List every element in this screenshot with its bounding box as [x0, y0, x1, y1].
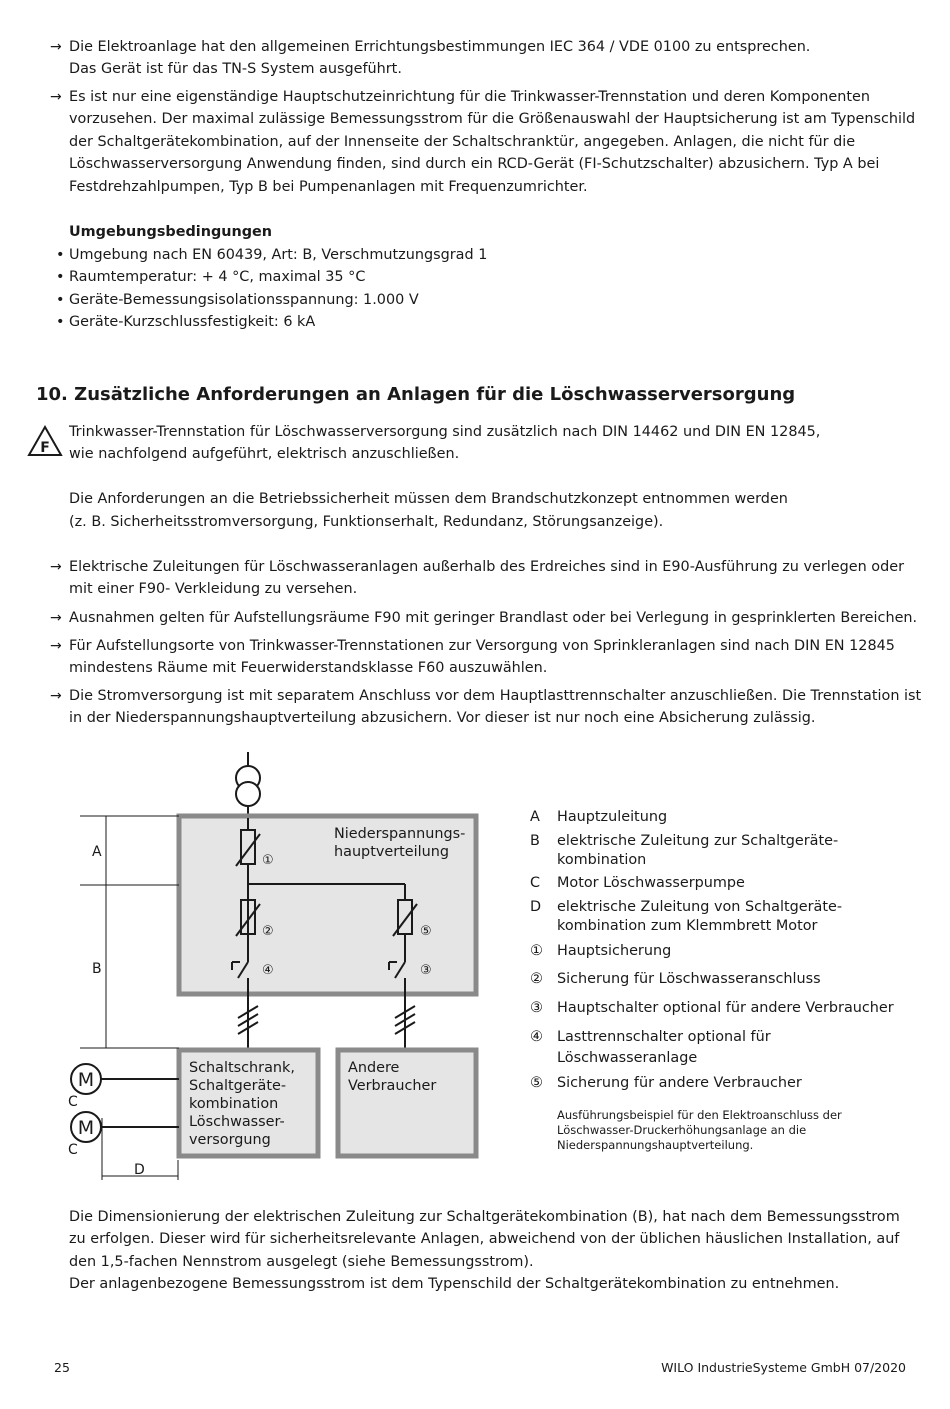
cabinet-label: Schaltschrank,: [189, 1060, 295, 1076]
dim-label-c: C: [68, 1142, 78, 1158]
arrow-icon: →: [50, 39, 62, 55]
text-line: Das Gerät ist für das TN-S System ausgeführt.: [69, 61, 402, 77]
marker-5: ⑤: [420, 924, 432, 939]
text-line: in der Niederspannungshauptverteilung abzusichern. Vor dieser ist nur noch eine Absicherung zulässig.: [69, 710, 816, 726]
legend-text: Sicherung für Löschwasseranschluss: [557, 971, 821, 987]
other-label: Verbraucher: [348, 1078, 437, 1094]
text-line: Elektrische Zuleitungen für Löschwasseranlagen außerhalb des Erdreiches sind in E90-Ausführung zu verlegen oder: [69, 559, 904, 575]
legend-text: Löschwasseranlage: [557, 1050, 698, 1066]
motor-letter: M: [77, 1117, 95, 1139]
text-line: Es ist nur eine eigenständige Hauptschutzeinrichtung für die Trinkwasser-Trennstation und deren Komponenten: [69, 89, 870, 105]
text-line: Die Dimensionierung der elektrischen Zuleitung zur Schaltgerätekombination (B), hat nach dem Bemessungsstrom: [69, 1209, 900, 1225]
text-line: mit einer F90- Verkleidung zu versehen.: [69, 581, 358, 597]
section-number: 10.: [36, 384, 68, 405]
wiring-diagram: [0, 740, 520, 1190]
marker-2: ②: [262, 924, 274, 939]
motor-letter: M: [77, 1069, 95, 1091]
arrow-icon: →: [50, 688, 62, 704]
legend-key: ②: [530, 971, 543, 987]
text-line: (z. B. Sicherheitsstromversorgung, Funktionserhalt, Redundanz, Störungsanzeige).: [69, 514, 664, 530]
text-line: Löschwasserversorgung Anwendung finden, sind durch ein RCD-Gerät (FI-Schutzschalter) abzusichern. Typ A bei: [69, 156, 880, 172]
ambient-item: Geräte-Bemessungsisolationsspannung: 1.000 V: [69, 292, 419, 308]
ambient-item: Raumtemperatur: + 4 °C, maximal 35 °C: [69, 269, 366, 285]
marker-1: ①: [262, 853, 274, 868]
arrow-icon: →: [50, 610, 62, 626]
text-line: Trinkwasser-Trennstation für Löschwasserversorgung sind zusätzlich nach DIN 14462 und DIN EN 12845,: [69, 424, 821, 440]
text-line: Der anlagenbezogene Bemessungsstrom ist dem Typenschild der Schaltgerätekombination zu entnehmen.: [69, 1276, 840, 1292]
diagram-caption: Niederspannungshauptverteilung.: [557, 1138, 754, 1152]
section-heading: [36, 384, 795, 405]
diagram-caption: Löschwasser-Druckerhöhungsanlage an die: [557, 1123, 807, 1137]
text-line: Die Stromversorgung ist mit separatem Anschluss vor dem Hauptlasttrennschalter anzuschließen. Die Trennstation ist: [69, 688, 922, 704]
other-label: Andere: [348, 1060, 400, 1076]
dim-label-b: B: [92, 961, 102, 977]
text-line: wie nachfolgend aufgeführt, elektrisch anzuschließen.: [69, 446, 460, 462]
dim-label-c: C: [68, 1094, 78, 1110]
legend-key: C: [530, 875, 541, 891]
legend-key: ①: [530, 943, 543, 959]
marker-3: ③: [420, 963, 432, 978]
section-title: Zusätzliche Anforderungen an Anlagen für die Löschwasserversorgung: [74, 384, 796, 405]
legend-text: elektrische Zuleitung zur Schaltgeräte-: [557, 833, 839, 849]
legend-text: elektrische Zuleitung von Schaltgeräte-: [557, 899, 843, 915]
text-line: Die Anforderungen an die Betriebssicherheit müssen dem Brandschutzkonzept entnommen werden: [69, 491, 788, 507]
arrow-icon: →: [50, 559, 62, 575]
arrow-icon: →: [50, 89, 62, 105]
legend-text: Lasttrennschalter optional für: [557, 1029, 771, 1045]
cabinet-label: Löschwasser-: [189, 1114, 285, 1130]
legend-key: B: [530, 833, 540, 849]
text-line: Für Aufstellungsorte von Trinkwasser-Trennstationen zur Versorgung von Sprinkleranlagen sind nach DIN EN 12845: [69, 638, 895, 654]
warning-letter: F: [40, 440, 50, 456]
text-line: mindestens Räume mit Feuerwiderstandsklasse F60 auszuwählen.: [69, 660, 548, 676]
legend-key: ③: [530, 1000, 543, 1016]
bullet-icon: •: [56, 314, 65, 330]
text-line: Ausnahmen gelten für Aufstellungsräume F90 mit geringer Brandlast oder bei Verlegung in gesprinklerten Bereichen.: [69, 610, 918, 626]
text-line: vorzusehen. Der maximal zulässige Bemessungsstrom für die Größenauswahl der Hauptsicherung ist am Typenschild: [69, 111, 916, 127]
legend-key: ④: [530, 1029, 543, 1045]
cabinet-label: Schaltgeräte-: [189, 1078, 287, 1094]
bullet-icon: •: [56, 247, 65, 263]
text-line: zu erfolgen. Dieser wird für sicherheitsrelevante Anlagen, abweichend von der üblichen häuslichen Installation, auf: [69, 1231, 900, 1247]
bullet-icon: •: [56, 269, 65, 285]
legend-key: A: [530, 809, 540, 825]
main-box-label: hauptverteilung: [334, 844, 449, 860]
footer-company: WILO IndustrieSysteme GmbH 07/2020: [661, 1360, 906, 1375]
legend-key: D: [530, 899, 542, 915]
main-box-label: Niederspannungs-: [334, 826, 466, 842]
ambient-heading: Umgebungsbedingungen: [69, 224, 273, 240]
marker-4: ④: [262, 963, 274, 978]
page-number: 25: [54, 1360, 70, 1375]
ambient-item: Geräte-Kurzschlussfestigkeit: 6 kA: [69, 314, 316, 330]
legend-text: kombination zum Klemmbrett Motor: [557, 918, 818, 934]
fire-warning-icon: [27, 424, 63, 458]
legend-text: Hauptsicherung: [557, 943, 672, 959]
text-line: Die Elektroanlage hat den allgemeinen Errichtungsbestimmungen IEC 364 / VDE 0100 zu entsprechen.: [69, 39, 811, 55]
cabinet-label: versorgung: [189, 1132, 271, 1148]
legend-text: Sicherung für andere Verbraucher: [557, 1075, 802, 1091]
cabinet-label: kombination: [189, 1096, 279, 1112]
text-line: Festdrehzahlpumpen, Typ B bei Pumpenanlagen mit Frequenzumrichter.: [69, 179, 588, 195]
legend-text: Motor Löschwasserpumpe: [557, 875, 745, 891]
text-line: der Schaltgerätekombination, auf der Innenseite der Schaltschranktür, angegeben. Anlagen, die nicht für die: [69, 134, 856, 150]
diagram-caption: Ausführungsbeispiel für den Elektroanschluss der: [557, 1108, 842, 1122]
legend-text: Hauptzuleitung: [557, 809, 668, 825]
legend-text: Hauptschalter optional für andere Verbraucher: [557, 1000, 894, 1016]
legend-text: kombination: [557, 852, 647, 868]
dim-label-d: D: [134, 1162, 145, 1178]
dim-label-a: A: [92, 844, 102, 860]
arrow-icon: →: [50, 638, 62, 654]
ambient-item: Umgebung nach EN 60439, Art: B, Verschmutzungsgrad 1: [69, 247, 488, 263]
bullet-icon: •: [56, 292, 65, 308]
legend-key: ⑤: [530, 1075, 543, 1091]
text-line: den 1,5-fachen Nennstrom ausgelegt (siehe Bemessungsstrom).: [69, 1254, 534, 1270]
